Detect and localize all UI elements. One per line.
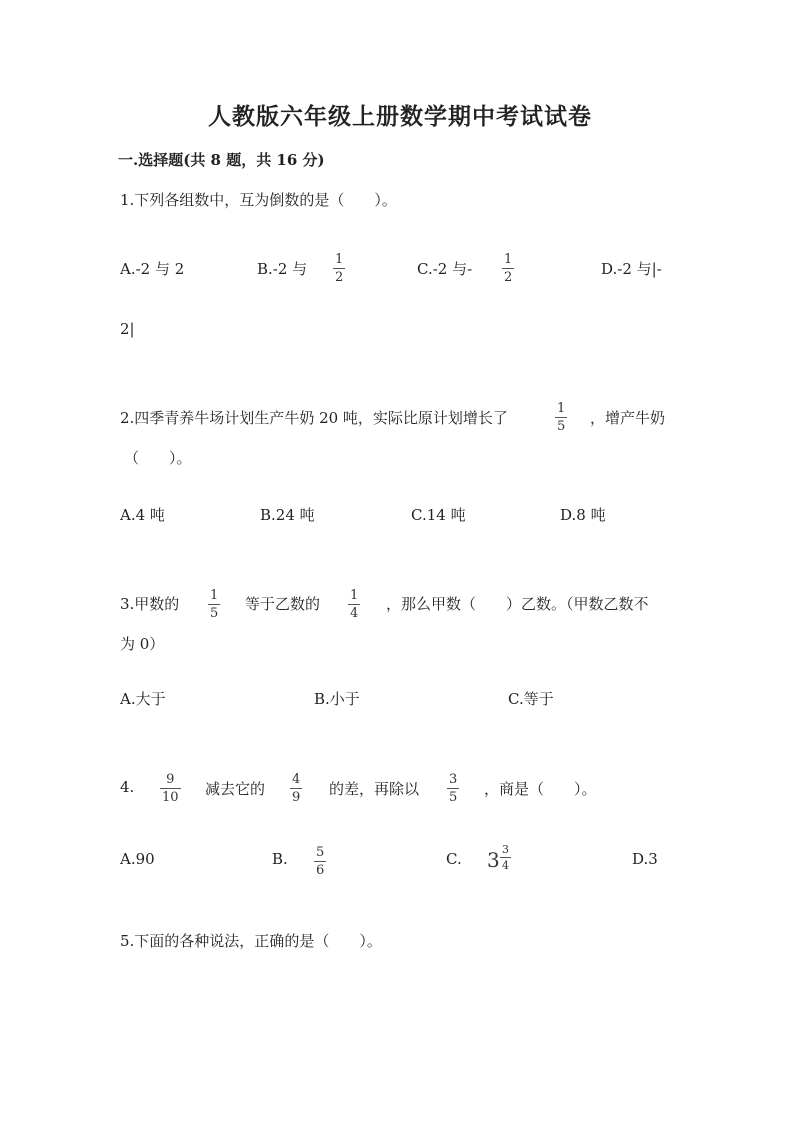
question-4-option-b-fraction <box>314 846 326 877</box>
question-1-option-b[interactable]: B.-2 与 <box>257 260 308 278</box>
question-3-text-end: 为 0） <box>120 635 165 653</box>
fraction-numerator: 9 <box>166 772 175 787</box>
question-4-fraction-3 <box>447 773 459 804</box>
question-3-text: 3.甲数的 <box>120 595 180 613</box>
fraction-denominator: 4 <box>350 606 359 621</box>
question-2-text: 2.四季青养牛场计划生产牛奶 20 吨，实际比原计划增长了 <box>120 409 508 427</box>
question-3-fraction-1 <box>208 589 220 620</box>
question-1-text: 1.下列各组数中，互为倒数的是（ ）。 <box>120 191 397 209</box>
question-2-option-a[interactable]: A.4 吨 <box>120 506 165 524</box>
fraction-numerator: 4 <box>292 772 301 787</box>
question-1-option-c-fraction <box>502 253 514 284</box>
mixed-number-fraction <box>500 844 511 871</box>
fraction-numerator: 3 <box>502 843 509 856</box>
question-2-fraction <box>555 402 567 433</box>
question-4-text: 减去它的 <box>205 780 266 798</box>
question-4-option-b[interactable]: B. <box>272 850 288 868</box>
fraction-denominator: 2 <box>504 270 513 285</box>
fraction-denominator: 6 <box>316 863 325 878</box>
question-4-fraction-2 <box>290 773 302 804</box>
question-3-text-middle: 等于乙数的 <box>245 595 321 613</box>
question-4-label: 4. <box>120 778 135 796</box>
fraction-numerator: 1 <box>350 588 359 603</box>
question-4-text-continued: ，商是（ ）。 <box>484 780 597 798</box>
page-title: 人教版六年级上册数学期中考试试卷 <box>208 103 592 130</box>
question-3-fraction-2 <box>348 589 360 620</box>
mixed-number-whole: 3 <box>487 848 500 872</box>
question-1-option-d-continued: 2| <box>120 320 135 338</box>
fraction-numerator: 1 <box>335 252 344 267</box>
question-4-fraction-1 <box>160 773 181 804</box>
question-2-option-b[interactable]: B.24 吨 <box>260 506 315 524</box>
fraction-denominator: 5 <box>210 606 219 621</box>
question-2-option-c[interactable]: C.14 吨 <box>411 506 466 524</box>
fraction-numerator: 1 <box>504 252 513 267</box>
question-1-option-a[interactable]: A.-2 与 2 <box>120 260 185 278</box>
question-1-option-d[interactable]: D.-2 与|- <box>601 260 662 278</box>
question-4-option-c-mixed-number <box>487 844 517 880</box>
fraction-denominator: 9 <box>292 790 301 805</box>
fraction-numerator: 1 <box>557 401 566 416</box>
fraction-denominator: 5 <box>449 790 458 805</box>
section-heading: 一.选择题(共 8 题，共 16 分) <box>118 151 325 169</box>
question-5-text: 5.下面的各种说法，正确的是（ ）。 <box>120 932 382 950</box>
question-1-option-c[interactable]: C.-2 与- <box>417 260 473 278</box>
question-2-option-d[interactable]: D.8 吨 <box>560 506 606 524</box>
question-3-option-c[interactable]: C.等于 <box>508 690 554 708</box>
fraction-denominator: 10 <box>162 790 179 805</box>
question-4-text-middle: 的差，再除以 <box>329 780 420 798</box>
question-3-option-b[interactable]: B.小于 <box>314 690 360 708</box>
question-4-option-d[interactable]: D.3 <box>632 850 658 868</box>
question-4-option-c[interactable]: C. <box>446 850 462 868</box>
fraction-numerator: 3 <box>449 772 458 787</box>
question-3-text-continued: ，那么甲数（ ）乙数。（甲数乙数不 <box>386 595 649 613</box>
fraction-denominator: 2 <box>335 270 344 285</box>
question-2-answer-blank: （ ）。 <box>124 449 192 467</box>
fraction-denominator: 5 <box>557 419 566 434</box>
question-2-text-continued: ，增产牛奶 <box>590 409 666 427</box>
question-4-option-a[interactable]: A.90 <box>120 850 155 868</box>
fraction-denominator: 4 <box>502 859 509 872</box>
fraction-numerator: 5 <box>316 845 325 860</box>
fraction-numerator: 1 <box>210 588 219 603</box>
question-3-option-a[interactable]: A.大于 <box>120 690 166 708</box>
question-1-option-b-fraction <box>333 253 345 284</box>
